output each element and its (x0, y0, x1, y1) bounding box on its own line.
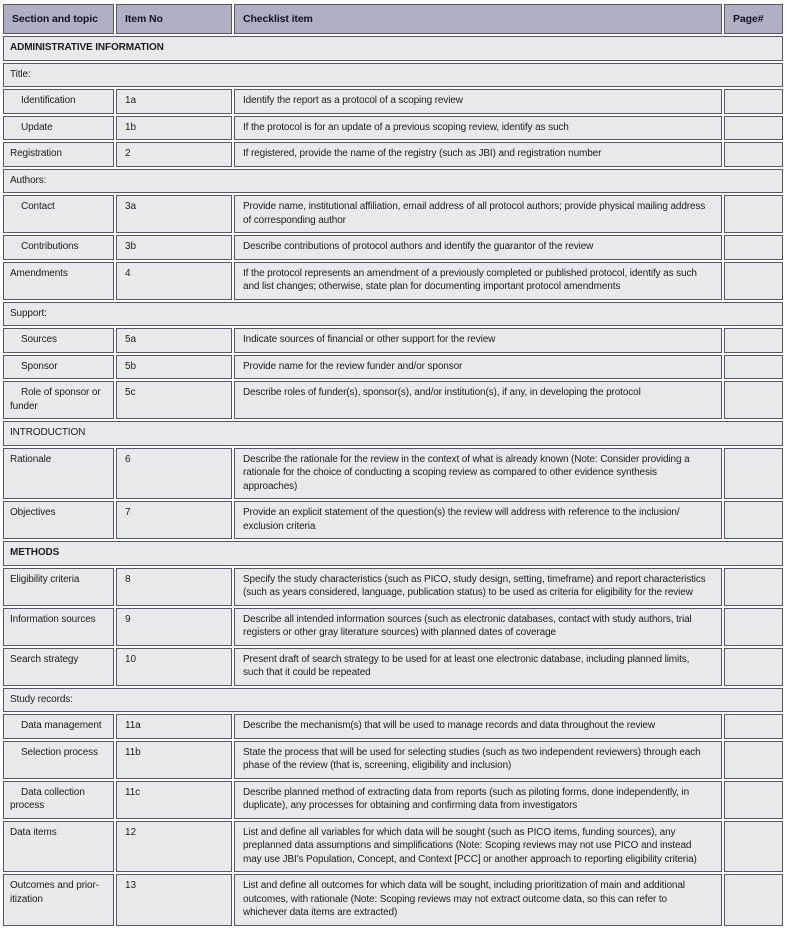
section-label: Support: (3, 302, 783, 327)
page-cell (724, 142, 783, 167)
checklist-cell: Describe contributions of protocol authors and identify the guarantor of the review (234, 235, 722, 260)
item-no-cell: 11b (116, 741, 232, 779)
header-item-no: Item No (116, 4, 232, 34)
section-row (3, 541, 783, 566)
checklist-cell: Present draft of search strategy to be used for at least one electronic database, including planned limits, such that it could be repeated (234, 648, 722, 686)
item-no-cell: 1b (116, 116, 232, 141)
checklist-row (3, 195, 783, 233)
section-label: Study records: (3, 688, 783, 713)
topic-cell: Information sources (3, 608, 114, 646)
page-cell (724, 235, 783, 260)
checklist-cell: Describe the rationale for the review in the context of what is already known (Note: Consider providing a rationale for the choice of conducting a scoping review as compared to other evidence synthesis approaches) (234, 448, 722, 500)
checklist-cell: If the protocol represents an amendment of a previously completed or published protocol, identify as such and list changes; otherwise, state plan for documenting important protocol amendments (234, 262, 722, 300)
checklist-row (3, 501, 783, 539)
checklist-cell: Describe the mechanism(s) that will be used to manage records and data throughout the review (234, 714, 722, 739)
item-no-cell: 13 (116, 874, 232, 926)
topic-cell: Objectives (3, 501, 114, 539)
checklist-cell: Indicate sources of financial or other support for the review (234, 328, 722, 353)
page-cell (724, 648, 783, 686)
page-cell (724, 448, 783, 500)
checklist-row (3, 381, 783, 419)
item-no-cell: 3a (116, 195, 232, 233)
checklist-row (3, 741, 783, 779)
checklist-cell: Provide name, institutional affiliation, email address of all protocol authors; provide physical mailing address of corresponding author (234, 195, 722, 233)
page-cell (724, 608, 783, 646)
topic-cell: Sources (3, 328, 114, 353)
page-cell (724, 874, 783, 926)
item-no-cell: 6 (116, 448, 232, 500)
checklist-cell: Describe all intended information sources (such as electronic databases, contact with study authors, trial registers or other gray literature sources) with planned dates of coverage (234, 608, 722, 646)
topic-cell: Eligibility criteria (3, 568, 114, 606)
topic-cell: Update (3, 116, 114, 141)
item-no-cell: 4 (116, 262, 232, 300)
item-no-cell: 5b (116, 355, 232, 380)
checklist-cell: List and define all variables for which data will be sought (such as PICO items, funding sources), any preplanned data assumptions and simplifications (Note: Scoping reviews may not use PICO and instead may use JBI's Population, Concept, and Context [PCC] or another approach to reporting eligibility criteria) (234, 821, 722, 873)
page-cell (724, 262, 783, 300)
page-cell (724, 568, 783, 606)
section-label: INTRODUCTION (3, 421, 783, 446)
section-label: Title: (3, 63, 783, 88)
section-row (3, 421, 783, 446)
checklist-row (3, 328, 783, 353)
checklist-row (3, 648, 783, 686)
section-row (3, 36, 783, 61)
topic-cell: Sponsor (3, 355, 114, 380)
checklist-row (3, 568, 783, 606)
checklist-row (3, 714, 783, 739)
section-row (3, 688, 783, 713)
checklist-row (3, 874, 783, 926)
section-row (3, 302, 783, 327)
page-cell (724, 821, 783, 873)
topic-cell: Data items (3, 821, 114, 873)
checklist-row (3, 608, 783, 646)
item-no-cell: 3b (116, 235, 232, 260)
item-no-cell: 7 (116, 501, 232, 539)
topic-cell: Role of sponsor or funder (3, 381, 114, 419)
section-row (3, 63, 783, 88)
topic-cell: Amendments (3, 262, 114, 300)
topic-cell: Search strategy (3, 648, 114, 686)
page-cell (724, 328, 783, 353)
checklist-cell: If registered, provide the name of the registry (such as JBI) and registration number (234, 142, 722, 167)
topic-cell: Contributions (3, 235, 114, 260)
checklist-row (3, 448, 783, 500)
checklist-row (3, 116, 783, 141)
checklist-cell: Identify the report as a protocol of a scoping review (234, 89, 722, 114)
section-label: Authors: (3, 169, 783, 194)
topic-cell: Selection process (3, 741, 114, 779)
checklist-row (3, 262, 783, 300)
section-label: ADMINISTRATIVE INFORMATION (3, 36, 783, 61)
checklist-cell: If the protocol is for an update of a previous scoping review, identify as such (234, 116, 722, 141)
checklist-cell: List and define all outcomes for which data will be sought, including prioritization of main and additional outcomes, with rationale (Note: Scoping reviews may not extract outcome data, so this can refer to whichever data items are extracted) (234, 874, 722, 926)
page-cell (724, 501, 783, 539)
checklist-row (3, 355, 783, 380)
page-cell (724, 116, 783, 141)
topic-cell: Data management (3, 714, 114, 739)
page-cell (724, 89, 783, 114)
page-cell (724, 781, 783, 819)
topic-cell: Rationale (3, 448, 114, 500)
checklist-cell: State the process that will be used for selecting studies (such as two independent reviewers) through each phase of the review (that is, screening, eligibility and inclusion) (234, 741, 722, 779)
item-no-cell: 11c (116, 781, 232, 819)
item-no-cell: 5a (116, 328, 232, 353)
item-no-cell: 10 (116, 648, 232, 686)
checklist-cell: Provide name for the review funder and/or sponsor (234, 355, 722, 380)
item-no-cell: 9 (116, 608, 232, 646)
checklist-row (3, 89, 783, 114)
page-cell (724, 381, 783, 419)
page-cell (724, 741, 783, 779)
page-cell (724, 714, 783, 739)
item-no-cell: 1a (116, 89, 232, 114)
topic-cell: Data collection process (3, 781, 114, 819)
checklist-cell: Describe planned method of extracting data from reports (such as piloting forms, done independently, in duplicate), any processes for obtaining and confirming data from investigators (234, 781, 722, 819)
checklist-cell: Describe roles of funder(s), sponsor(s), and/or institution(s), if any, in developing the protocol (234, 381, 722, 419)
topic-cell: Contact (3, 195, 114, 233)
topic-cell: Registration (3, 142, 114, 167)
checklist-row (3, 781, 783, 819)
checklist-cell: Provide an explicit statement of the question(s) the review will address with reference to the inclusion/ exclusion criteria (234, 501, 722, 539)
checklist-row (3, 821, 783, 873)
section-label: METHODS (3, 541, 783, 566)
section-row (3, 169, 783, 194)
checklist-row (3, 142, 783, 167)
item-no-cell: 8 (116, 568, 232, 606)
topic-cell: Identification (3, 89, 114, 114)
header-checklist-item: Checklist item (234, 4, 722, 34)
checklist-row (3, 235, 783, 260)
page-cell (724, 195, 783, 233)
header-row (3, 4, 783, 34)
page-cell (724, 355, 783, 380)
item-no-cell: 5c (116, 381, 232, 419)
checklist-cell: Specify the study characteristics (such as PICO, study design, setting, timeframe) and report characteristics (such as years considered, language, publication status) to be used as criteria for eligibility for the review (234, 568, 722, 606)
item-no-cell: 11a (116, 714, 232, 739)
checklist-table (1, 2, 785, 928)
topic-cell: Outcomes and prioritization (3, 874, 114, 926)
header-page: Page# (724, 4, 783, 34)
item-no-cell: 2 (116, 142, 232, 167)
header-section-and-topic: Section and topic (3, 4, 114, 34)
item-no-cell: 12 (116, 821, 232, 873)
